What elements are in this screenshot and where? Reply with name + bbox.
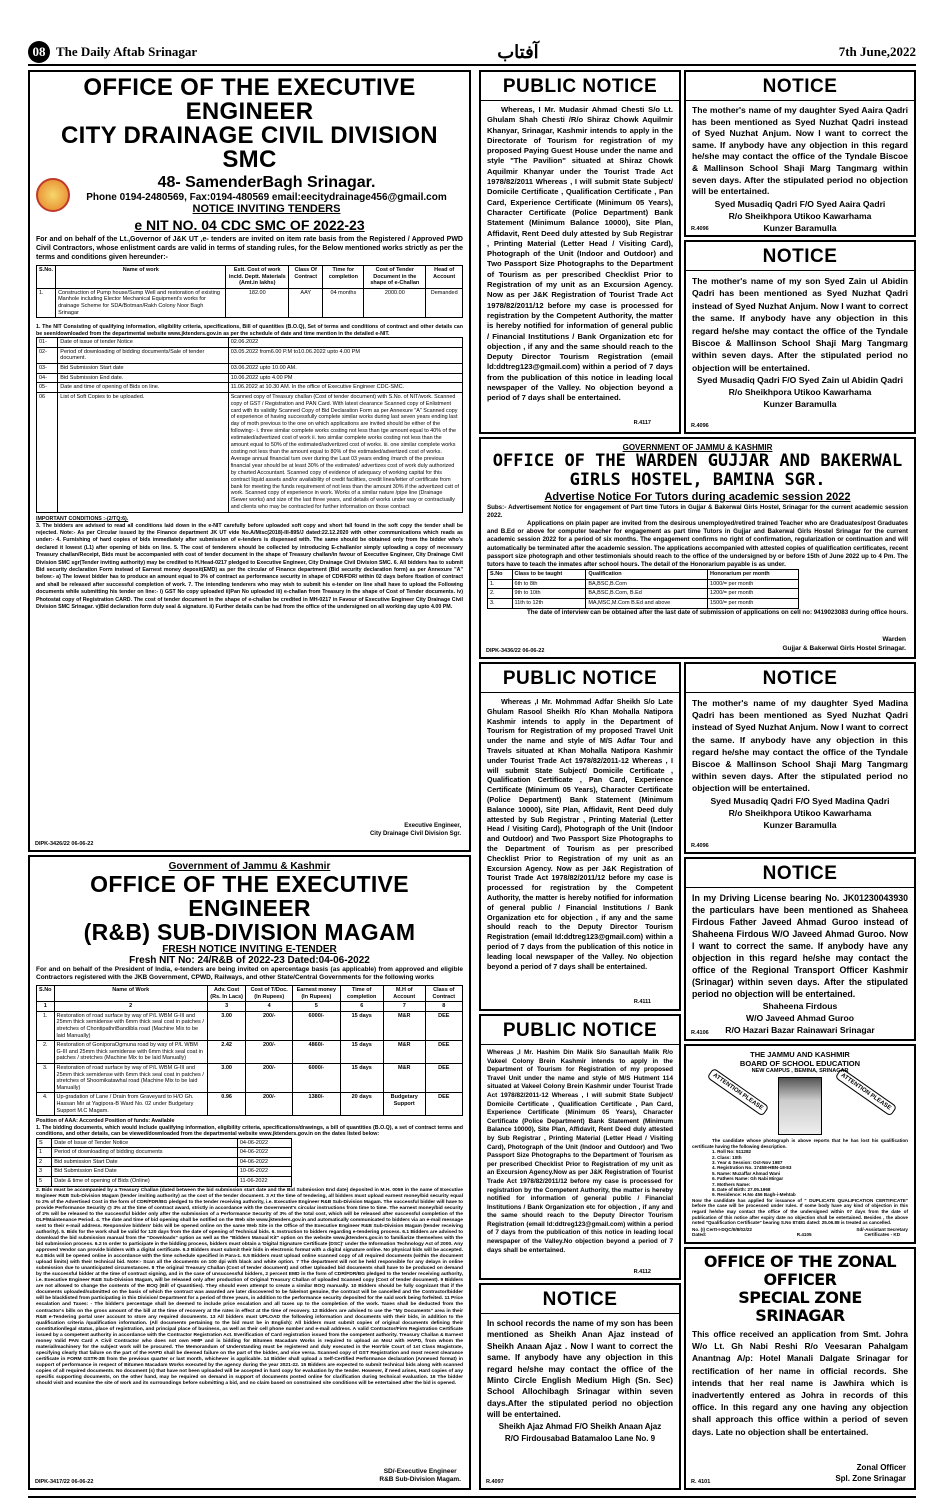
smc-para-1: 1. The NIT Consisting of qualifying information, eligibility criteria, specifications, Bill of quantities (B.O.Q), Set of terms and conditions of contract and other details can be seen/downloaded from the departmental website www.jktenders.gov.in as per the schedule of date and time mention in the detailed e-NIT. xyxy=(36,324,463,337)
zonal-title-1: OFFICE OF THE ZONAL OFFICER xyxy=(703,1252,897,1289)
bose-sign-1: Sd/-Assistant Secretary xyxy=(856,1226,908,1232)
cell: 15 days xyxy=(340,1063,383,1092)
cell: S xyxy=(37,1138,52,1148)
zonal-ref: R. 4101 xyxy=(691,1479,711,1485)
table-row xyxy=(37,1041,463,1064)
rnb-sign-1: SD/-Executive Engineer xyxy=(383,1468,457,1475)
table-row xyxy=(37,383,463,393)
notice-sign-3: Kunzer Baramulla xyxy=(763,399,837,410)
zonal-title-2: SPECIAL ZONE SRINAGAR xyxy=(738,1288,862,1325)
warden-sub: Advertise Notice For Tutors during academic session 2022 xyxy=(544,491,851,503)
cell: 4860/- xyxy=(293,1041,341,1064)
col-number: 3 xyxy=(207,1002,246,1012)
cell: Scanned copy of Treasury challan (Cost of tender document) with S.No. of NIT/work. Scanned copy of GST / Registration and PAN Card. With latest clearance Scanned copy of Enlistment card with its validity Scanned Copy of Bid Declaration Form as per Annexure "A" Scanned copy of experience of having successfully complete similar works during last seven years ending last day of moth previous to the one on which applications are invited should be either of the following:- i. three similar complete works costing not less than tge amount equal to 40% of the estimated/advertized cost of work ii. two similar complete works costing not less than the amount equal to 50% of the estimated/advertized cost of works. iii. one similar complete works costing not less than the amount equal to 80% of the estimated/advertized cost of works. Average annual financial turn over during the Last 03 years ending /march of the previous financial year should be at least 30% of the estimated/ advertizes cost of work duly authorized by charted Accountant. Scanned copy of evidence of adequacy of working capital for this contract liquid assets and/or availability of credit facilities, credit lines/letter of certificate from bank for meeting the funds requirement of not less than the amount 30% if the advertized cstt of work. Scanned copy of experience in work. Works of a similar nature /pipe line (Drainage /Sewer works) and size of the last three years, and details of works under way or contractually and clients who may be contracted for further information on those contract xyxy=(228,392,462,512)
smc-conditions: 3. The bidders are advised to read all conditions laid down in the e-NIT carefully before uploaded soft copy and short fall found in the soft copy the tender shall be rejected. Note:- As per Circular issued by the Finance department JK UT vide No.A/Misc(2018)-III-895/J dated:22.12.2020 with other communications which reads as under:- 4. Furnishing of hard copies of bids immediately after submission of e-tenders is dispensed with. The same should be obtained only from the bidder who's declared it lowest (L1) after opening of bids on line. 5. The cost of tenderers should be collected by introducing E-challan/or simply uploading a copy of necessary Treasury challan/Receipt, Bids must be accompanied with cost of tender document in the shape of Treasury challan/in favour of Executive Engineer, City Drainage Civil Division SMC sgr(Tender inviting authority) may be credited to H.Head-0217 pledged to Executive Engineer, City Drainage Civil Division SMC. 6. All bidders has to submit Bid security declaration Form instead of Earnest money deposit(EMD) as per the circular of Finance department (Bid security declaration form) as per Annexure "A" below:- a) The lowest bidder has to produce an amount equal to 3% of contract as performance security in shape of CDR/FDR/ within 02 days before fixation of contract and shall be released after successful completion of work. 7. The intending tenderers who may wish to submit his e-tender on line shall have to upload the Following documents while submitting his tender on line:- i) GST No copy uploaded ii)Pan No uploaded iii) e-challan from Treasury in the shape of Cost of Tender documents. iv) Photostat copy of Registration CARD. The cost of tender document in the shape of e-challan be credited in MH-0217 in Favour of Executive Engineer City Drainage Civil Division SMC Srinagar. v)Bid declaration form duly seal & signature. ii) Further details can be had from the office of the undersigned on all working day upto 4.00 PM. xyxy=(36,522,463,611)
col-header: Class to be taught xyxy=(512,570,586,580)
notice-sign-2: W/O Javeed Ahmad Guroo xyxy=(745,1013,855,1023)
rnb-schedule-table xyxy=(36,1138,292,1187)
smc-logo-icon xyxy=(36,178,70,212)
notice-driving-license xyxy=(684,857,916,1041)
table-row xyxy=(37,1063,463,1092)
cell: DEE xyxy=(425,1093,462,1116)
public-notice-3 xyxy=(479,1014,681,1280)
cell: Period of downloading of bidding documents/Sale of tender document. xyxy=(58,347,228,363)
bose-ref-no: No. (I) Certt-I-DQC/II/8/02/22 xyxy=(692,1226,752,1232)
cell: 6th to 8th xyxy=(512,579,586,589)
public-notice-title: PUBLIC NOTICE xyxy=(481,1020,679,1045)
table-row xyxy=(37,1148,292,1158)
cell: DEE xyxy=(425,1011,462,1040)
cell: 182.00 xyxy=(226,288,289,317)
cell: 03.05.2022 from6.00 P.M to10.06.2022 upto 4.00 PM xyxy=(228,347,462,363)
notice-sign-2: R/o Sheikhpora Utikoo Kawarhama xyxy=(728,807,872,818)
public-notice-2 xyxy=(479,662,681,1011)
notice-sign-1: Sheikh Ajaz Ahmad F/O Sheikh Anaan Ajaz xyxy=(498,1421,662,1431)
cell: 2. xyxy=(488,589,513,599)
issue-date: 7th June,2022 xyxy=(838,44,916,59)
cell: 3 xyxy=(37,1167,52,1177)
cell: List of Soft Copies to be uploaded. xyxy=(58,392,228,512)
col-number: 2 xyxy=(54,1002,207,1012)
cell: Date and time of opening of Bids on line. xyxy=(58,383,228,393)
notice-sign-3: Kunzer Baramulla xyxy=(763,222,837,233)
list-item: 6. Fathers Name: Gh Nabi Mirgar xyxy=(712,1176,784,1182)
cell: 10.06.2022 upto 4.00 PM xyxy=(228,373,462,383)
table-row xyxy=(37,288,463,317)
table-row xyxy=(37,1176,292,1186)
cell: Bid Submission End Date xyxy=(52,1167,238,1177)
notice-ref: R.4117 xyxy=(633,420,651,426)
col-header: S.No xyxy=(488,570,513,580)
rnb-nit: Fresh NIT No: 24/R&B of 2022-23 Dated:04-06-2022 xyxy=(129,955,370,966)
smc-work-table xyxy=(36,265,463,318)
bose-sign-2: Certificates - KD xyxy=(864,1232,901,1238)
attention-stamp-left: ATTENTION PLEASE xyxy=(707,1068,769,1117)
cell: 05- xyxy=(37,383,58,393)
list-item: 5. Name: Muzaffar Ahmad Wani xyxy=(712,1170,781,1176)
notice-school-records xyxy=(479,1283,681,1490)
cell: 1500/= per month xyxy=(708,599,798,609)
cell: Demanded xyxy=(426,288,463,317)
table-row xyxy=(37,338,463,348)
cell: 1 xyxy=(37,1148,52,1158)
cell: 4. xyxy=(37,1093,55,1116)
smc-title-2: CITY DRAINAGE CIVIL DIVISION SMC xyxy=(61,122,438,173)
col-header: Adv. Cost (Rs. In Lacs) xyxy=(207,986,246,1002)
cell: 04- xyxy=(37,373,58,383)
cell: Restoration of road surface by way of P/L WBM G-III and 25mm thick semidense with 6mm thick seal coat in patches / stretches of Shoomikatawhal road (Machine Mix to be laid Manually) xyxy=(54,1063,207,1092)
rnb-sub: FRESH NOTICE INVITING E-TENDER xyxy=(162,944,337,955)
smc-ref: DIPK-3426/22 06-06-22 xyxy=(35,841,94,847)
warden-subject: Subs:- Advertisement Notice for engagement of Part time Tutors in Gujjar & Bakerwal Girls Hostel, Srinagar for the current academic session 2022. xyxy=(487,504,908,519)
zonal-sign-2: Spl. Zone Srinagar xyxy=(835,1474,906,1483)
cell: 20 days xyxy=(340,1093,383,1116)
smc-sign-2: City Drainage Civil Division Sgr. xyxy=(369,831,461,837)
warden-body: Applications on plain paper are invited from the desirous unemployed/retired trained Teacher who are Graduates/post Graduates and B.Ed or above for computer teacher for engagement as part time Tutors in Gujjar and Bakerwal Girls Hostel Srinagar for the current academic session 2022 for a period of six months. The engagement confirms no right of confirmation, regularization or continuation and will automatically be terminated after the academic session. The applications accompanied with attested copies of qualification certificates, recent passport size photograph and other testimonials should reach to the office of the undersigned by or before 15th of June 2022 up to 4 Pm. The tutors have to teach the inmates after school hours. The detail of the Honorarium payable is as under. xyxy=(487,520,908,569)
newspaper-header xyxy=(28,40,916,66)
cell: Bid Submission Start date xyxy=(58,363,228,373)
col-header: S.No xyxy=(37,986,55,1002)
smc-conditions-title: IMPORTANT CONDITIONS :-(2/TQ:6). xyxy=(36,516,129,523)
cell: 04 months xyxy=(323,288,364,317)
zonal-sign-1: Zonal Officer xyxy=(856,1463,906,1472)
bose-title-3: NEW CAMPUS , BEMINA, SRINAGAR xyxy=(751,1068,849,1074)
cell: 10-06-2022 xyxy=(237,1167,291,1177)
cell: 11th to 12th xyxy=(512,599,586,609)
notice-title: NOTICE xyxy=(481,1289,679,1314)
table-row xyxy=(488,589,799,599)
honorarium-table xyxy=(487,569,799,608)
smc-nit-title: NOTICE INVITING TENDERS xyxy=(192,203,341,215)
cell: Budgetary Support xyxy=(383,1093,425,1116)
cell: 1. xyxy=(37,1011,55,1040)
page-number: 08 xyxy=(28,41,50,63)
bose-intro: The candidate whose photograph is above reports that he has lost his qualification certificate having the following description. xyxy=(692,1138,908,1149)
rnb-position: Position of AAA: Accorded Position of funds: Available xyxy=(36,1118,175,1125)
smc-address: 48- SamenderBagh Srinagar. xyxy=(157,174,376,191)
table-row xyxy=(488,599,799,609)
cell: 200/- xyxy=(246,1063,293,1092)
col-number: 1 xyxy=(37,1002,55,1012)
notice-sign-2: R/o Sheikhpora Utikoo Kawarhama xyxy=(728,387,872,398)
bose-title-1: THE JAMMU AND KASHMIR xyxy=(750,1050,850,1059)
rnb-intro: For and on behalf of the President of India, e-tenders are being invited on apercentage basis (as applicable) from approved and eligible Contractors registered with the JKB Government, CPWD, Railways, and other State/Central Governments for the following works xyxy=(36,966,463,981)
cell: 2.42 xyxy=(207,1041,246,1064)
notice-ref: R.4112 xyxy=(633,1269,651,1275)
notice-ref: R.4111 xyxy=(633,999,651,1005)
notice-zain xyxy=(684,240,916,434)
warden-gov: GOVERNMENT OF JAMMU & KASHMIR xyxy=(622,443,773,452)
col-header: Estt. Cost of work incld. Deptt. Materials (Amt.in lakhs) xyxy=(226,266,289,289)
col-header: Class Of Contract xyxy=(289,266,323,289)
list-item: 2. Class: 10th xyxy=(712,1154,742,1160)
table-row xyxy=(37,1093,463,1116)
col-header: Earnest money (In Rupees) xyxy=(293,986,341,1002)
cell: 11.06.2022 at 10.30 AM. In the office of Executive Engineer CDC-SMC. xyxy=(228,383,462,393)
cell: 04-06-2022 xyxy=(237,1138,291,1148)
col-header: Name of work xyxy=(56,266,226,289)
table-row xyxy=(37,1138,292,1148)
notice-sign-3: Kunzer Baramulla xyxy=(763,819,837,830)
col-header: Time of completion xyxy=(340,986,383,1002)
notice-sign-1: Shaheena Firdous xyxy=(762,1001,838,1011)
cell: M&R xyxy=(383,1063,425,1092)
cell: Period of downloading of bidding documents xyxy=(52,1148,238,1158)
rnb-ref: DIPK-3417/22 06-06-22 xyxy=(35,1479,94,1485)
warden-sign-1: Warden xyxy=(882,636,906,643)
table-row xyxy=(37,373,463,383)
col-number: 4 xyxy=(246,1002,293,1012)
col-header: Class of Contract xyxy=(425,986,462,1002)
list-item: 9. Residence: H.No 456 Bagh-i-Mehtab xyxy=(712,1192,796,1198)
list-item: 3. Year & Session: Oct-Nov 1987 xyxy=(712,1160,783,1165)
smc-sign-1: Executive Engineer, xyxy=(404,823,461,829)
cell: Bid submission Start Date xyxy=(52,1157,238,1167)
cell: 03- xyxy=(37,363,58,373)
zonal-body: This office received an application from Smt. Johra W/o Lt. Gh Nabi Reshi R/o Veesaran Pahalgam Anantnag A/p: Hotel Manali Dalgate Srinagar for rectification of her name in official records. She intends that her real name is Jawhira which is inadvertently entered as Johra in records of this office. In this regard any one having any objection shall approach this office within a period of seven days. Late no objection shall be entertained. xyxy=(692,1329,908,1437)
notice-ref: R.4096 xyxy=(691,226,709,232)
warden-hostel-ad xyxy=(479,437,916,659)
cell: Restoration of road surface by way of P/L WBM G-III and 25mm thick semidense with 6mm thick seal coat in patches / stretches of ChontipathriBandibla road (Machine Mix to be laid Manually) xyxy=(54,1011,207,1040)
cell: 1000/= per month xyxy=(708,579,798,589)
bose-notice xyxy=(684,1044,916,1244)
bose-title-2: BOARD OF SCHOOL EDUCATION xyxy=(739,1059,861,1068)
cell: M&R xyxy=(383,1041,425,1064)
notice-title: NOTICE xyxy=(686,246,914,271)
col-number: 5 xyxy=(293,1002,341,1012)
cell: 3.00 xyxy=(207,1011,246,1040)
cell: 1. xyxy=(488,579,513,589)
notice-sign-1: Syed Musadiq Qadri F/O Syed Zain ul Abidin Qadri xyxy=(697,375,903,386)
cell: 0.96 xyxy=(207,1093,246,1116)
rnb-tender-ad xyxy=(28,855,471,1490)
rnb-title-2: (R&B) SUB-DIVISION MAGAM xyxy=(83,919,416,945)
cell: 200/- xyxy=(246,1011,293,1040)
notice-ref: R.4106 xyxy=(691,1030,709,1036)
cell: DEE xyxy=(425,1041,462,1064)
notice-title: NOTICE xyxy=(686,863,914,888)
col-header: Cost of T/Doc. (In Rupees) xyxy=(246,986,293,1002)
zonal-officer-notice xyxy=(684,1247,916,1490)
cell: 02.06.2022 xyxy=(228,338,462,348)
cell: Restoration of GoniporaOgmuna road by way of P/L WBM G-III and 25mm thick semidense with 6mm thick seal coat in patches / stretches (Machine Mix to be laid Manually) xyxy=(54,1041,207,1064)
cell: 200/- xyxy=(246,1041,293,1064)
bose-para: Now the candidate has applied for issuance of " DUPLICATE QUALIFICATION CERTIFICATE" before the case will be processed under rules. If some body have any kind of objection in this regard he/she may contact the office of the undersigned within 07 days from the date of publication of this notice after expiry date no objection shall be entertained. Besides , the above noted "Qualification Certificate" bearing S.No 87481 dated: 25.06.88 is treated as cancelled. xyxy=(692,1197,908,1226)
notice-body: In my Driving License bearing No. JK01230043930 the particulars have been mentioned as Shaheea Firdous Father Javeed Ahmad Guroo instead of Shaheena Firdous W/O Javeed Ahmad Guroo. Now I want to correct the same. If anybody have any objection in this regard he/she may contact the office of the Regional Transport Officer Kashmir (Srinagar) within seven days. After the stipulated period no objection will be entertained. xyxy=(692,893,908,999)
notice-body: The mother's name of my daughter Syed Aaira Qadri has been mentioned as Syed Nuzhat Qadri instead of Syed Nuzhat Anjum. Now I want to correct the same. If anybody have any objection in this regard he/she may contact the office of the Tyndale Biscoe & Mallinson School Shaji Marg Tangmarg within seven days. After the stipulated period no objection will be entertained. xyxy=(692,105,908,197)
rnb-work-table xyxy=(36,985,463,1116)
list-item: 4. Registration No. 17458-HBN-18-83 xyxy=(712,1165,792,1171)
cell: 03.06.2022 upto 10.00 AM. xyxy=(228,363,462,373)
notice-sign-3: R/O Hazari Bazar Rainawari Srinagar xyxy=(725,1025,875,1035)
cell: DEE xyxy=(425,1063,462,1092)
table-row xyxy=(37,363,463,373)
table-row xyxy=(37,392,463,512)
cell: Construction of Pump house/Sump Well and restoration of existing Manhole including Elector Mechanical Equipment's works for drainage Scheme for SDA/Botman/Rakh Colony Noor Bagh Srinagar xyxy=(56,288,226,317)
notice-madina xyxy=(684,662,916,854)
cell: 1. xyxy=(37,288,56,317)
cell: 3. xyxy=(37,1063,55,1092)
paper-logo: آفتاب xyxy=(497,41,539,62)
attention-stamp-right: ATTENTION PLEASE xyxy=(835,1068,897,1117)
notice-sign-2: R/o Sheikhpora Utikoo Kawarhama xyxy=(728,210,872,221)
col-header: Name of Work xyxy=(54,986,207,1002)
notice-body: In school records the name of my son has been mentioned as Sheikh Anan Ajaz instead of Sheikh Anaan Ajaz . Now I want to correct the same. If anybody have any objection in this regard he/she may contact the office of the Minto Circle English Medium High (Sn. Sec) School Allochibagh Srinagar within seven days.After the stipulated period no objection will be entertained. xyxy=(487,1319,673,1420)
cell: 15 days xyxy=(340,1041,383,1064)
col-header: Time for completion xyxy=(323,266,364,289)
warden-sign-2: Gujjar & Bakerwal Girls Hostel Srinagar. xyxy=(782,645,906,652)
table-row xyxy=(488,579,799,589)
public-notice-body: Whereas, I Mr. Mudasir Ahmad Chesti S/o Lt. Ghulam Shah Chesti /R/o Shiraz Chowk Aquilmir Khanyar, Srinagar, Kashmir intends to apply in the Directorate of Tourism for registration of my proposed Paying Guest House under the name and style "The Pavilion" situated at Shiraz Chowk Aquilmir Khanyar under the Tourist Trade Act 1978/82/2011 Whereas , I will submit State Subject/ Domicile Certificate , Qualification Certificate , Pan Card, Experience Certificate (Minimum 05 Years), Character Certificate (Police Department) Bank Statement (Minimum Balance 10000), Site Plan, Affidavit, Rent Deed duly attested by Sub Registrar , Printing Material (Letter Head / Visiting Card), Photograph of the Unit (Indoor and Outdoor) and Two Passport Size Photographs to the Department of Tourism as per prescribed Checklist Prior to Registration of my unit as an Excursion Agency. Now as per J&K Registration of Tourist Trade Act 1978/82/2011/12 before my case is processed for registration by the Competent Authority, the matter is hereby notified for information of general public / Financial Institutions / Bank Organization etc for objection , if any and the same should reach to the Deputy Director Tourism Registration (email ld:ddtreg123@gmail.com) within a period of 7 days from the publication of this notice in leading local newspaper of the Valley. No objection beyond a period of 7 days shall be entertained. xyxy=(487,105,673,403)
col-number: 8 xyxy=(425,1002,462,1012)
cell: 1380/- xyxy=(293,1093,341,1116)
smc-intro: For and on behalf of the Lt.,Governor of J&K UT ,e- tenders are invited on item rate basis from the Registered / Approved PWD Civil Contractors, whose enlistment cards are valid in terms of standing rules, for the Below mentioned works strictly as per the terms and conditions given hereunder:- xyxy=(36,236,463,261)
table-row xyxy=(37,1167,292,1177)
cell: 6000/- xyxy=(293,1063,341,1092)
cell: M&R xyxy=(383,1011,425,1040)
cell: 5 xyxy=(37,1176,52,1186)
rnb-gov: Government of Jammu & Kashmir xyxy=(168,861,331,872)
cell: 04-06-2022 xyxy=(237,1148,291,1158)
bose-r: R.4105 xyxy=(796,1232,812,1238)
list-item: 7. Mothers Name: xyxy=(712,1181,751,1187)
rnb-title-1: OFFICE OF THE EXECUTIVE ENGINEER xyxy=(90,871,409,921)
cell: 15 days xyxy=(340,1011,383,1040)
smc-contact: Phone 0194-2480569, Fax:0194-480569 email:eecitydrainage456@gmail.com xyxy=(86,192,447,203)
cell: Bid Submission End date. xyxy=(58,373,228,383)
cell: 1200/= per month xyxy=(708,589,798,599)
list-item: 8. Date of Birth: 27.05.1968 xyxy=(712,1187,771,1193)
notice-title: NOTICE xyxy=(686,668,914,693)
col-header: Qualification xyxy=(586,570,708,580)
notice-title: NOTICE xyxy=(686,76,914,101)
warden-ref: DIPK-3436/22 06-06-22 xyxy=(486,648,545,654)
cell: BA,BSC,B.Com, B.Ed xyxy=(586,589,708,599)
public-notice-body: Whereas ,I Mr. Mohmmad Adfar Sheikh S/o Late Ghulam Rasool Sheikh R/o Khan Mohalla Natipora Kashmir intends to apply in the Department of Tourism for Registration of my proposed Travel Unit under the name and style of M/S Adfar Tour and Travels situated at Khan Mohalla Natipora Kashmir under Tourist Trade Act 1978/82/2011-12 Whereas , I will submit State Subject/ Domicile Certificate , Qualification Certificate , Pan Card, Experience Certificate (Minimum 05 Years), Character Certificate (Police Department) Bank Statement (Minimum Balance 10000), Site Plan, Affidavit, Rent Deed duly attested by Sub Registrar , Printing Material (Letter Head / Visiting Card), Photograph of the Unit (Indoor and Outdoor) and Two Passport Size Photographs to the Department of Tourism as per prescribed Checklist Prior to Registration of my unit as an Excursion Agency. Now as per J&K Registration of Tourist Trade Act 1978/82/2011/12 before my case is processed for registration by the Competent Authority, the matter is hereby notified for information of general public / Financial Institutions / Bank Organization etc for objection , if any and the same should reach to the Deputy Director Tourism Registration (email Id:ddtreg123@gmail.com) within a period of 7 days from the publication of this notice in leading local newspaper of the Valley. No objection beyond a period of 7 days shall be entertained. xyxy=(487,697,673,971)
list-item: 1. Roll No: 511282 xyxy=(712,1149,752,1155)
cell: Date of Issue of Tender Notice xyxy=(52,1138,238,1148)
public-notice-body: Whereas ,I Mr. Hashim Din Malik S/o Sanaullah Malik R/o Vakeel Colony Brein Kashmir intends to apply in the Department of Tourism for Registration of my proposed Travel Unit under the name and style of M/S Hutment 114 situated at Vakeel Colony Brein Kashmir under Tourist Trade Act 1978/82/2011-12 Whereas , I will submit State Subject/ Domicile Certificate , Qualification Certificate , Pan Card, Experience Certificate (Minimum 05 Years), Character Certificate (Police Department) Bank Statement (Minimum Balance 10000), Site Plan, Affidavit, Rent Deed duly attested by Sub Registrar , Printing Material (Letter Head / Visiting Card), Photograph of the Unit (Indoor and Outdoor) and Two Passport Size Photographs to the Department of Tourism as per prescribed Checklist Prior to Registration of my unit as an Excursion Agency.Now as per J&K Registration of Tourist Trade Act 1978/82/2011/12 before my case is processed for registration by the Competent Authority, the matter is hereby notified for information of general public / Financial Institutions / Bank Organization etc for objection , if any and the same should reach to the Deputy Director Tourism Registration (email ld:ddtreg123@gmail.com) within a period of 7 days from the publication of this notice in leading local newspaper of the Valley.No objection beyond a period of 7 days shall be entertained. xyxy=(487,1049,673,1254)
table-row xyxy=(37,1011,463,1040)
cell: BA,BSC,B.Com xyxy=(586,579,708,589)
cell: 2. xyxy=(37,1041,55,1064)
notice-body: The mother's name of my son Syed Zain ul Abidin Qadri has been mentioned as Syed Nuzhat Qadri instead of Syed Nuzhat Anjum. Now I want to correct the same. If anybody have any objection in this regard he/she may contact the office of the Tyndale Biscoe & Mallinson School Shaji Marg Tangmarg within seven days. After the stipulated period no objection will be entertained. xyxy=(692,276,908,373)
table-row xyxy=(37,1157,292,1167)
public-notice-title: PUBLIC NOTICE xyxy=(481,76,679,101)
notice-sign-1: Syed Musadiq Qadri F/O Syed Aaira Qadri xyxy=(714,198,886,209)
notice-ref: R.4096 xyxy=(691,423,709,429)
bose-dated: Dated: xyxy=(692,1232,707,1238)
cell: MA,MSC,M.Com B.Ed and above xyxy=(586,599,708,609)
paper-name: The Daily Aftab Srinagar xyxy=(56,44,198,59)
notice-ref: R.4097 xyxy=(486,1479,504,1485)
col-header: S.No. xyxy=(37,266,56,289)
cell: 02- xyxy=(37,347,58,363)
cell: 01- xyxy=(37,338,58,348)
smc-title-1: OFFICE OF THE EXECUTIVE ENGINEER xyxy=(83,74,416,125)
notice-sign-1: Syed Musadiq Qadri F/O Syed Madina Qadri xyxy=(710,795,890,806)
public-notice-1 xyxy=(479,70,681,434)
warden-foot: The date of interview can be obtained after the last date of submission of applications on cell no: 9419023083 during office hours. xyxy=(527,608,908,616)
candidate-photo xyxy=(778,1077,822,1135)
public-notice-title: PUBLIC NOTICE xyxy=(481,668,679,693)
notice-sign-2: R/O Firdousabad Batamaloo Lane No. 9 xyxy=(504,1433,656,1443)
col-header: Head of Account xyxy=(426,266,463,289)
smc-nit-no: e NIT NO. 04 CDC SMC OF 2022-23 xyxy=(134,217,365,233)
rnb-sign-2: R&B Sub-Division Magam. xyxy=(379,1476,461,1483)
cell: 3.00 xyxy=(207,1063,246,1092)
cell: 04-06-2022 xyxy=(237,1157,291,1167)
cell: AAY xyxy=(289,288,323,317)
rnb-body: 2. Bids must be accompanied by a Treasury Challan (dated between the bid submission start date and the Bid Submission End date) deposited in M.H. 0059 in the name of Executive Engineer R&B Sub-Division Magam (tender inviting authority) as the cost of the tender document. 3 At the time of tendering, all bidders must upload earnest money/bid security equal to 2% of the Advertised Cost in the form of CDR/FDR/BG pledged to the tender receiving authority, i.e. Executive Engineer R&B Sub-Division Magam. The successful bidder will have to provide Performance Security @ 3% at the time of contract award, strictly in accordance with the Government's circular instructions from time to time. The earnest money/bid security of 2% will be released to the successful bidder only after the submission of a Performance Security of 3% of the total cost, which will be released after successful completion of the DLP/Maintenance Period. 4. The date and time of bid opening shall be notified on the Web site www.jktenders.gov.in and automatically communicated to bidders via an e-mail message sent to their e-mail address. Responsive bidders' bids will be opened online on the same Web Site in the Office of the Executive Engineer R&B Sub-Division Magam (tender receiving authority). 5. Bids for the work shall be valid for 120 days from the date of opening of Technical bids. 6. Instruction to bidders regarding e-tendering process. 6.1 Bidders are advised to download the bid submission manual from the "Downloads" option as well as the "Bidders Manual Kit" option on the website www.jktenders.gov.in to familiarize themselves with the bid submission process. 6.2 In order to participate in the bidding process, bidders must obtain a 'Digital Signature Certificate (DSC)' under the Information Technology Act of 2000. Any approved Vendor can provide bidders with a digital certificate. 6.3 Bidders must submit their bids in electronic format with a digital signature online. No physical bids will be accepted. 6.4 Bids will be opened online in accordance with the time schedule specified in Para-1. 6.5 Bidders must upload online scanned copy of all required documents (within the document upload limits) with their technical bid. Note:- Scan all the documents on 100 dpi with black and white option. 7 The department will not be held responsible for any delays in online submission due to unanticipated circumstances. 8 The original Treasury Challan (Cost of tender document) and other Uploaded bid documents shall have to be produced on demand by the successful bidder at the time of contract signing, and in the case of unsuccessful bidders, 2 percent EMD in the form of CDR/FDR/BG pledged to the tender receiving authority, i.e. Executive Engineer R&B Sub-Division Magam, will be released only after production of Original Treasury Challan of uploaded Scanned copy (Cost of tender document). 9 Bidders are not allowed to change the contents of the BOQ (Bill of Quantities). They should even attempt to create a similar BOQ manually. 10 Bidders should be fully cognizant that if the documents uploaded/submitted on the basis of which the contract was awarded are later discovered to be fake/not genuine, the contract will be cancelled and the Contractor/bidder will be blacklisted from participating in this Division/ Department for a period of three years, in addition to the performance security deposited for the said work being forfeited. 11 Price escalation and Taxes: - The bidder's percentage shall be deemed to include price escalation and all taxes up to the completion of the work. Taxes shall be deducted from the contractor's bills on the gross amount of the bill at the time of recovery at the rates in effect at the time of recovery. 12 Bidders are advised to use the "My Documents" area in their R&B e-Tendering portal user account to store any required documents. 13 All bidders must UPLOAD the following information and documents with their bids, in addition to the qualification criteria /qualification information. (All documents pertaining to the bid must be in English): All bidders must submit copies of original documents defining their constitution/legal status, place of registration, and principal place of business, as well as their cell phone number and e-mail address. A valid Contractor/Firm Registration Certificate issued by a competent authority in accordance with the Contractor Registration Act. Everification of Card registration issued from the competent authority. Treasury Challan & Earnest money Valid PAN Card A Civil Contractor who does not own HMP and is bidding for Bitumen Macadam Works is required to upload an MoU with HAPD, from whom the material/machinery for the subject work will be procured. The Memorandum of Understanding must be registered and duly executed in the Hon'ble Court of 1st Class Magistrate, specifying clearly that failure on the part of the HAPD shall be deemed failure on the part of the bidder, and vice versa. Scanned copy of GST Registration and most recent clearance certificate in FORM GSTR-3B from the previous quarter or last month, whichever is applicable. 14 Bidder shall upload a Self-Certified Performance declaration (Annexed format) in support of performance in respect of Bitumen Macadam Works executed by the agency during the year 2021-22. 15 Bidders are expected to submit technical bids along with scanned copies of all required documents. No document (s) that have not been uploaded will be accepted in hard copy for evaluation by the tender. However, if need arises, Hard copies of any specific supporting documents, on the other hand, may be required on demand in support of documents posted online for clarification during technical evaluation. 16 The bidder should visit and examine the site of work and its surroundings before submitting a bid, and no claim based on constrained site conditions will be entertained after the bid is opened. xyxy=(36,1187,463,1387)
smc-schedule-table xyxy=(36,337,463,513)
col-header: Honorarium per month xyxy=(708,570,798,580)
rnb-para-1: 1. The bidding documents, which would include qualifying information, eligibility criteria, specifications/drawings, a bill of quantities (B.O.Q), a set of contract terms and conditions, and other details, can be viewed/downloaded from the departmental website www.jktenders.gov.in on the dates listed below: xyxy=(36,1124,463,1138)
cell: 2 xyxy=(37,1157,52,1167)
footer-rule xyxy=(28,1496,916,1498)
cell: 11-06-2022 xyxy=(237,1176,291,1186)
smc-tender-ad xyxy=(28,70,471,852)
col-number: 7 xyxy=(383,1002,425,1012)
col-header: Cost of Tender Document in the shape of e-Challan xyxy=(364,266,426,289)
cell: Up-gradation of Lane / Drain from Graveyard to H/O Gh. Hassan Mir at Yagipora-B Ward No. 02 under Budgetary Support M.C Magam. xyxy=(54,1093,207,1116)
cell: Date & time of opening of Bids (Online) xyxy=(52,1176,238,1186)
cell: Date of issue of tender Notice xyxy=(58,338,228,348)
cell: 9th to 10th xyxy=(512,589,586,599)
notice-body: The mother's name of my daughter Syed Madina Qadri has been mentioned as Syed Nuzhat Qadri instead of Syed Nuzhat Anjum. Now I want to correct the same. If anybody have any objection in this regard he/she may contact the office of the Tyndale Biscoe & Mallinson School Shaji Marg Tangmarg within seven days. After the stipulated period no objection will be entertained. xyxy=(692,698,908,794)
warden-title-1: OFFICE OF THE WARDEN GUJJAR AND BAKERWAL xyxy=(492,451,903,471)
col-number: 6 xyxy=(340,1002,383,1012)
warden-title-2: GIRLS HOSTEL, BAMINA SGR. xyxy=(569,470,826,490)
notice-ref: R.4096 xyxy=(691,843,709,849)
cell: 06 xyxy=(37,392,58,512)
cell: 3. xyxy=(488,599,513,609)
cell: 6000/- xyxy=(293,1011,341,1040)
col-header: M.H of Account xyxy=(383,986,425,1002)
notice-aaira xyxy=(684,70,916,237)
table-row xyxy=(37,347,463,363)
cell: 200/- xyxy=(246,1093,293,1116)
cell: 2000.00 xyxy=(364,288,426,317)
